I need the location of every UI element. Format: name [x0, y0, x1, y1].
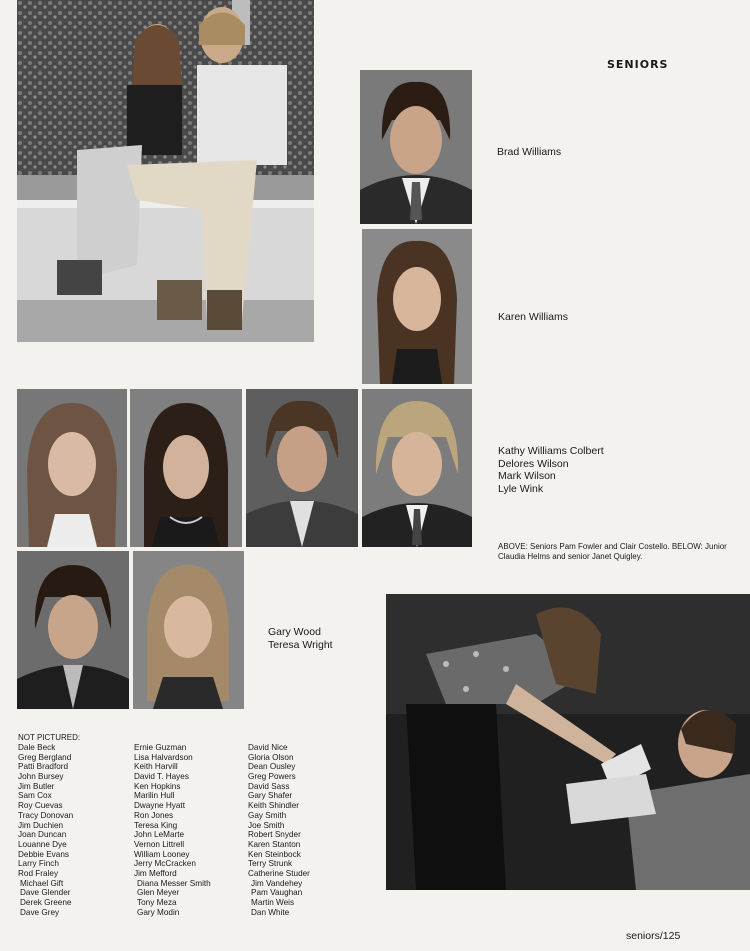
list-item: Louanne Dye: [18, 839, 67, 849]
portrait-name-mark-wilson: Mark Wilson: [498, 470, 556, 482]
list-item: Joe Smith: [248, 820, 285, 830]
page-folio: seniors/125: [626, 930, 681, 942]
portrait-name-lyle-wink: Lyle Wink: [498, 482, 544, 495]
list-item: Jim Vandehey: [251, 878, 303, 888]
list-item: Diana Messer Smith: [137, 878, 211, 888]
not-pictured-column-3: [248, 743, 310, 917]
list-item: Roy Cuevas: [18, 801, 63, 811]
portrait-delores-wilson: [130, 389, 242, 547]
portrait-karen-williams: [362, 229, 472, 384]
list-item: William Looney: [134, 849, 190, 859]
portrait-kathy-williams-colbert: [17, 389, 127, 547]
list-item: Glen Meyer: [137, 888, 180, 898]
list-item: Keith Shindler: [248, 801, 299, 811]
section-title: seniors: [607, 54, 669, 72]
list-item: David Nice: [248, 743, 288, 752]
list-item: Joan Duncan: [18, 830, 67, 840]
list-item: Greg Bergland: [18, 752, 72, 762]
list-item: Marilin Hull: [134, 791, 175, 801]
portrait-name-gary-wood: Gary Wood: [268, 626, 321, 638]
list-item: Larry Finch: [18, 859, 59, 869]
list-item: Derek Greene: [20, 898, 72, 907]
portrait-mark-wilson: [246, 389, 358, 547]
list-item: Keith Harvill: [134, 762, 178, 772]
list-item: John Bursey: [18, 772, 64, 782]
list-item: Jim Duchien: [18, 820, 64, 830]
list-item: Dwayne Hyatt: [134, 801, 185, 811]
portrait-lyle-wink: [362, 389, 472, 547]
list-item: Gay Smith: [248, 810, 287, 820]
list-item: Lisa Halvardson: [134, 752, 193, 762]
list-item: Ernie Guzman: [134, 743, 187, 752]
list-item: Rod Fraley: [18, 868, 59, 878]
list-item: John LeMarte: [134, 830, 185, 840]
portrait-name-teresa-wright: Teresa Wright: [268, 638, 333, 651]
list-item: David T. Hayes: [134, 772, 189, 782]
list-item: Dave Glender: [20, 888, 71, 898]
list-item: Sam Cox: [18, 791, 52, 801]
portrait-brad-williams: [360, 70, 472, 224]
not-pictured-title: NOT PICTURED:: [18, 733, 81, 742]
candid-photo-bottom: [386, 594, 750, 890]
list-item: Pam Vaughan: [251, 888, 303, 898]
list-item: David Sass: [248, 781, 290, 791]
list-item: Ken Hopkins: [134, 781, 181, 791]
list-item: Patti Bradford: [18, 762, 69, 772]
portrait-name-brad-williams: Brad Williams: [497, 146, 562, 158]
portrait-bottom-names: [268, 626, 333, 651]
list-item: Catherine Studer: [248, 868, 310, 878]
list-item: Gloria Olson: [248, 752, 294, 762]
not-pictured-column-1: [18, 743, 73, 917]
candid-photo-top: [17, 0, 314, 342]
portrait-name-delores-wilson: Delores Wilson: [498, 457, 569, 470]
list-item: Dan White: [251, 907, 290, 917]
portrait-name-karen-williams: Karen Williams: [498, 311, 569, 323]
list-item: Michael Gift: [20, 878, 64, 888]
list-item: Vernon Littrell: [134, 839, 185, 849]
list-item: Gary Modin: [137, 907, 180, 917]
list-item: Greg Powers: [248, 772, 296, 782]
list-item: Dave Grey: [20, 907, 60, 917]
list-item: Dale Beck: [18, 743, 56, 752]
list-item: Martin Weis: [251, 898, 295, 907]
portrait-gary-wood: [17, 551, 129, 709]
not-pictured-column-2: [134, 743, 211, 917]
list-item: Karen Stanton: [248, 839, 301, 849]
list-item: Jim Mefford: [134, 868, 177, 878]
photo-caption: ABOVE: Seniors Pam Fowler and Clair Costello. BELOW: Junior Claudia Helms and senior Janet Quigley.: [498, 542, 727, 561]
list-item: Robert Snyder: [248, 830, 301, 840]
list-item: Teresa King: [134, 820, 178, 830]
portrait-teresa-wright: [133, 551, 244, 709]
list-item: Ken Steinbock: [248, 849, 301, 859]
list-item: Gary Shafer: [248, 791, 293, 801]
list-item: Tracy Donovan: [18, 810, 74, 820]
list-item: Jerry McCracken: [134, 859, 196, 869]
list-item: Terry Strunk: [248, 859, 293, 869]
list-item: Jim Butler: [18, 781, 55, 791]
list-item: Tony Meza: [137, 898, 177, 907]
list-item: Dean Ousley: [248, 762, 296, 772]
portrait-name-kathy-williams-colbert: Kathy Williams Colbert: [498, 445, 604, 457]
list-item: Ron Jones: [134, 810, 174, 820]
list-item: Debbie Evans: [18, 849, 69, 859]
portrait-row-names: [498, 445, 604, 495]
